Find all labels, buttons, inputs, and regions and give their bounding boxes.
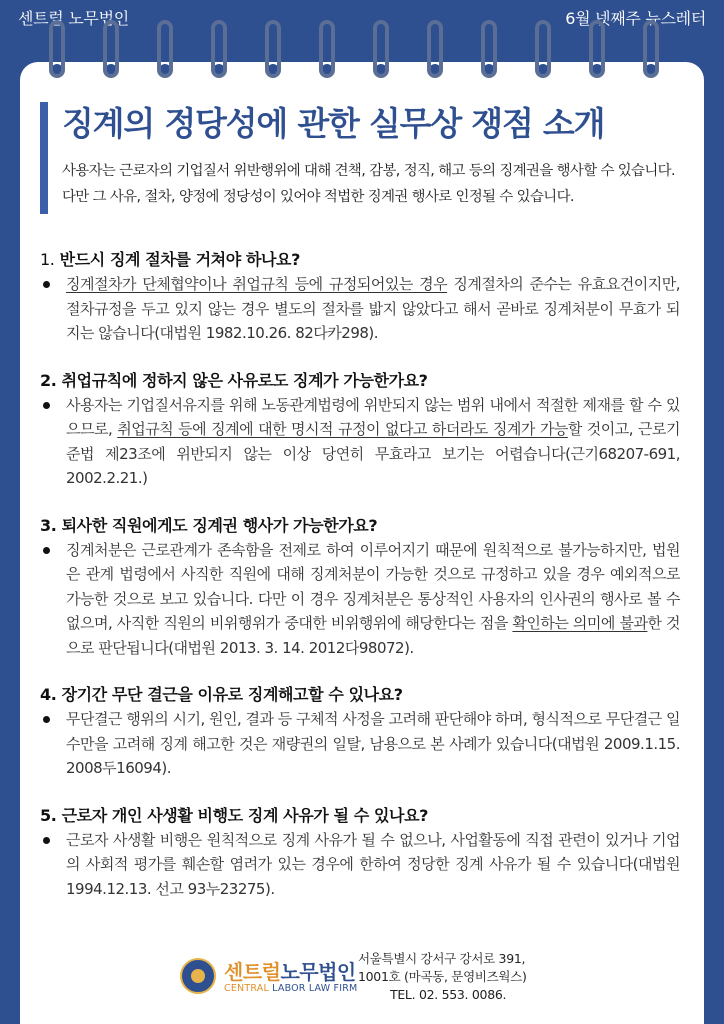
question-text: 퇴사한 직원에게도 징계권 행사가 가능한가요? bbox=[61, 515, 378, 535]
logo-sub-rest: LABOR LAW FIRM bbox=[268, 983, 358, 994]
page-title: 징계의 정당성에 관한 실무상 쟁점 소개 bbox=[62, 104, 605, 143]
bullet-icon bbox=[43, 547, 50, 554]
answer-underlined: 확인하는 의미에 불과 bbox=[512, 614, 648, 632]
answer-text bbox=[40, 538, 680, 661]
firm-address bbox=[358, 950, 598, 1004]
bullet-icon bbox=[43, 716, 50, 723]
footer bbox=[180, 950, 600, 1010]
title-accent-bar bbox=[40, 102, 48, 214]
qa-section-1 bbox=[40, 247, 680, 346]
bullet-icon bbox=[43, 281, 50, 288]
logo-name-rest: 노무법인 bbox=[280, 960, 356, 984]
logo-sub-accent: CENTRAL bbox=[224, 983, 269, 994]
question-number: 4. bbox=[40, 685, 57, 704]
answer-underlined: 징계절차가 단체협약이나 취업규칙 등에 규정되어있는 경우 bbox=[66, 275, 448, 293]
answer-underlined: 취업규칙 등에 징계에 대한 명시적 규정이 없다고 하더라도 징계가 가능 bbox=[117, 420, 568, 438]
firm-logo-subtitle bbox=[224, 983, 357, 994]
question-heading bbox=[40, 682, 680, 705]
qa-section-4 bbox=[40, 682, 680, 781]
question-number: 1. bbox=[40, 250, 55, 269]
seal-center-icon bbox=[191, 969, 205, 983]
qa-section-3 bbox=[40, 513, 680, 661]
answer-before: 근로자 사생활 비행은 원칙적으로 징계 사유가 될 수 없으나, 사업활동에 직접 관련이 있거나 기업의 사회적 평가를 훼손할 염려가 있는 경우에 한하여 정당한 징계 사유가 될 수 있습니다(대법원 1994.12.13. 선고 93누23275). bbox=[66, 830, 680, 898]
qa-section-5 bbox=[40, 803, 680, 902]
bullet-icon bbox=[43, 402, 50, 409]
answer-before: 사용자는 기업질서유지를 위해 노동관계법령에 위반되지 않는 범위 내에서 적절한 제재를 할 수 있으므로, bbox=[66, 395, 680, 438]
question-text: 근로자 개인 사생활 비행도 징계 사유가 될 수 있나요? bbox=[61, 805, 429, 825]
question-heading bbox=[40, 513, 680, 536]
question-number: 5. bbox=[40, 805, 57, 825]
question-heading bbox=[40, 247, 680, 270]
answer-text bbox=[40, 272, 680, 346]
answer-text bbox=[40, 393, 680, 491]
logo-name-accent: 센트럴 bbox=[224, 960, 281, 984]
qa-section-2 bbox=[40, 368, 680, 491]
intro-paragraph: 사용자는 근로자의 기업질서 위반행위에 대해 견책, 감봉, 정직, 해고 등의 징계권을 행사할 수 있습니다. 다만 그 사유, 절차, 양정에 정당성이 있어야 적법한 징계권 행사로 인정될 수 있습니다. bbox=[62, 163, 675, 205]
title-block bbox=[40, 98, 700, 216]
bullet-icon bbox=[43, 837, 50, 844]
firm-seal-icon bbox=[180, 958, 216, 994]
address-line: 서울특별시 강서구 강서로 391, bbox=[358, 951, 526, 966]
address-line: 1001호 (마곡동, 문영비즈웍스) bbox=[358, 969, 527, 984]
question-text: 장기간 무단 결근을 이유로 징계해고할 수 있나요? bbox=[61, 685, 403, 704]
newsletter-firm-name: 센트럴 노무법인 bbox=[18, 9, 129, 28]
firm-logo-name bbox=[224, 956, 356, 985]
question-number: 3. bbox=[40, 515, 57, 535]
phone-number: TEL. 02. 553. 0086. bbox=[390, 987, 507, 1002]
question-text: 반드시 징계 절차를 거쳐야 하나요? bbox=[59, 250, 300, 269]
answer-before: 징계처분은 근로관계가 존속함을 전제로 하여 이루어지기 때문에 원칙적으로 불가능하지만, 법원은 관계 법령에서 사직한 직원에 대해 징계처분이 가능한 것으로 규정하고 있을 경우 예외적으로 가능한 것으로 보고 있습니다. 다만 이 경우 징계처분은 통상적인 사용자의 인사권의 행사로 볼 수 없으며, 사직한 직원의 비위행위가 중대한 비위행위에 해당한다는 점을 bbox=[66, 540, 680, 632]
answer-text bbox=[40, 707, 680, 781]
answer-text bbox=[40, 828, 680, 902]
question-heading bbox=[40, 803, 680, 826]
answer-rest: 할 것이고, 근로기준법 제23조에 위반되지 않는 이상 당연히 무효라고 보기는 어렵습니다(근기68207-691, 2002.2.21.) bbox=[66, 420, 680, 487]
question-heading bbox=[40, 368, 680, 391]
answer-rest: 징계절차의 준수는 유효요건이지만, 절차규정을 두고 있지 않는 경우 별도의 절차를 밟지 않았다고 해서 곧바로 징계처분이 무효가 되지는 않습니다(대법원 1982.10.26. 82다카298). bbox=[66, 275, 680, 342]
question-number: 2. bbox=[40, 370, 57, 390]
qa-list bbox=[40, 247, 680, 923]
answer-rest: 한 것으로 판단됩니다(대법원 2013. 3. 14. 2012다98072). bbox=[66, 614, 680, 657]
answer-before: 무단결근 행위의 시기, 원인, 결과 등 구체적 사정을 고려해 판단해야 하며, 형식적으로 무단결근 일수만을 고려해 징계 해고한 것은 재량권의 일탈, 남용으로 본 사례가 있습니다(대법원 2009.1.15. 2008두16094). bbox=[66, 710, 680, 777]
question-text: 취업규칙에 정하지 않은 사유로도 징계가 가능한가요? bbox=[61, 370, 428, 390]
newsletter-issue-label: 6월 넷째주 뉴스레터 bbox=[565, 9, 706, 28]
